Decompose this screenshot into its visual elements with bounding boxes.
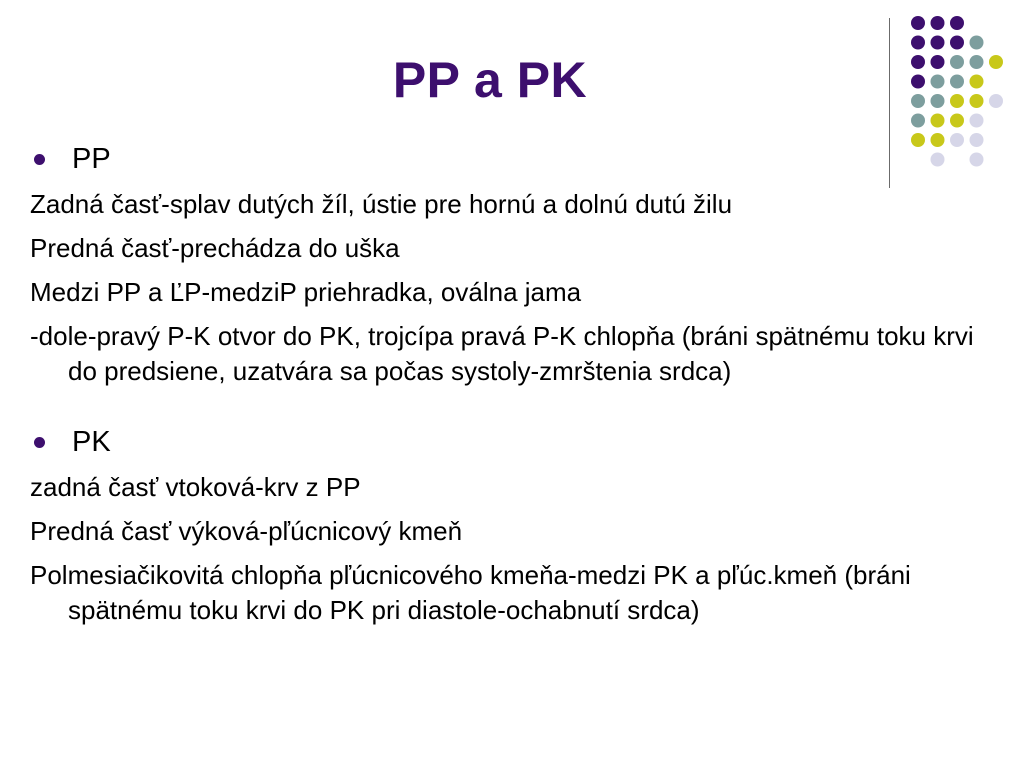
bullet-pk xyxy=(30,425,1005,460)
decorative-dot xyxy=(911,36,925,50)
pp-line: Medzi PP a ĽP-medziP priehradka, oválna jama xyxy=(30,277,582,307)
decorative-dot xyxy=(970,94,984,108)
decorative-dot xyxy=(950,55,964,69)
decorative-dot xyxy=(931,114,945,128)
decorative-dot xyxy=(911,55,925,69)
decorative-dot xyxy=(989,55,1003,69)
decorative-dot xyxy=(970,114,984,128)
decorative-dot xyxy=(950,94,964,108)
decorative-dot xyxy=(911,94,925,108)
decorative-dot xyxy=(989,94,1003,108)
decorative-dot xyxy=(970,55,984,69)
bullet-heading: PP xyxy=(72,143,111,175)
decorative-dot xyxy=(950,36,964,50)
decorative-dot xyxy=(931,75,945,89)
bullet-heading: PK xyxy=(72,426,111,458)
decorative-dot xyxy=(931,55,945,69)
decorative-dot xyxy=(911,114,925,128)
decorative-dot xyxy=(950,114,964,128)
decorative-dot xyxy=(931,36,945,50)
decorative-dot xyxy=(931,94,945,108)
decorative-dot xyxy=(911,75,925,89)
pk-line: Polmesiačikovitá chlopňa pľúcnicového kmeňa-medzi PK a pľúc.kmeň (bráni spätnému toku krvi do PK pri diastole-ochabnutí srdca) xyxy=(30,560,911,625)
slide-body xyxy=(30,142,1005,628)
pk-line: Predná časť výková-pľúcnicový kmeň xyxy=(30,516,463,546)
pp-line: Predná časť-prechádza do uška xyxy=(30,233,400,263)
bullet-pp xyxy=(30,142,1005,177)
slide-title: PP a PK xyxy=(392,52,588,108)
pp-line: -dole-pravý P-K otvor do PK, trojcípa pravá P-K chlopňa (bráni spätnému toku krvi do predsiene, uzatvára sa počas systoly-zmrštenia srdca) xyxy=(30,321,974,386)
decorative-dot xyxy=(970,36,984,50)
bullet-icon xyxy=(34,437,45,448)
decorative-dot xyxy=(911,16,925,30)
pk-line: zadná časť vtoková-krv z PP xyxy=(30,472,361,502)
decorative-dot xyxy=(931,16,945,30)
section-gap xyxy=(30,389,1005,425)
bullet-icon xyxy=(34,154,45,165)
decorative-dot xyxy=(970,75,984,89)
pp-line: Zadná časť-splav dutých žíl, ústie pre hornú a dolnú dutú žilu xyxy=(30,189,733,219)
decorative-dot xyxy=(950,75,964,89)
decorative-dot xyxy=(950,16,964,30)
